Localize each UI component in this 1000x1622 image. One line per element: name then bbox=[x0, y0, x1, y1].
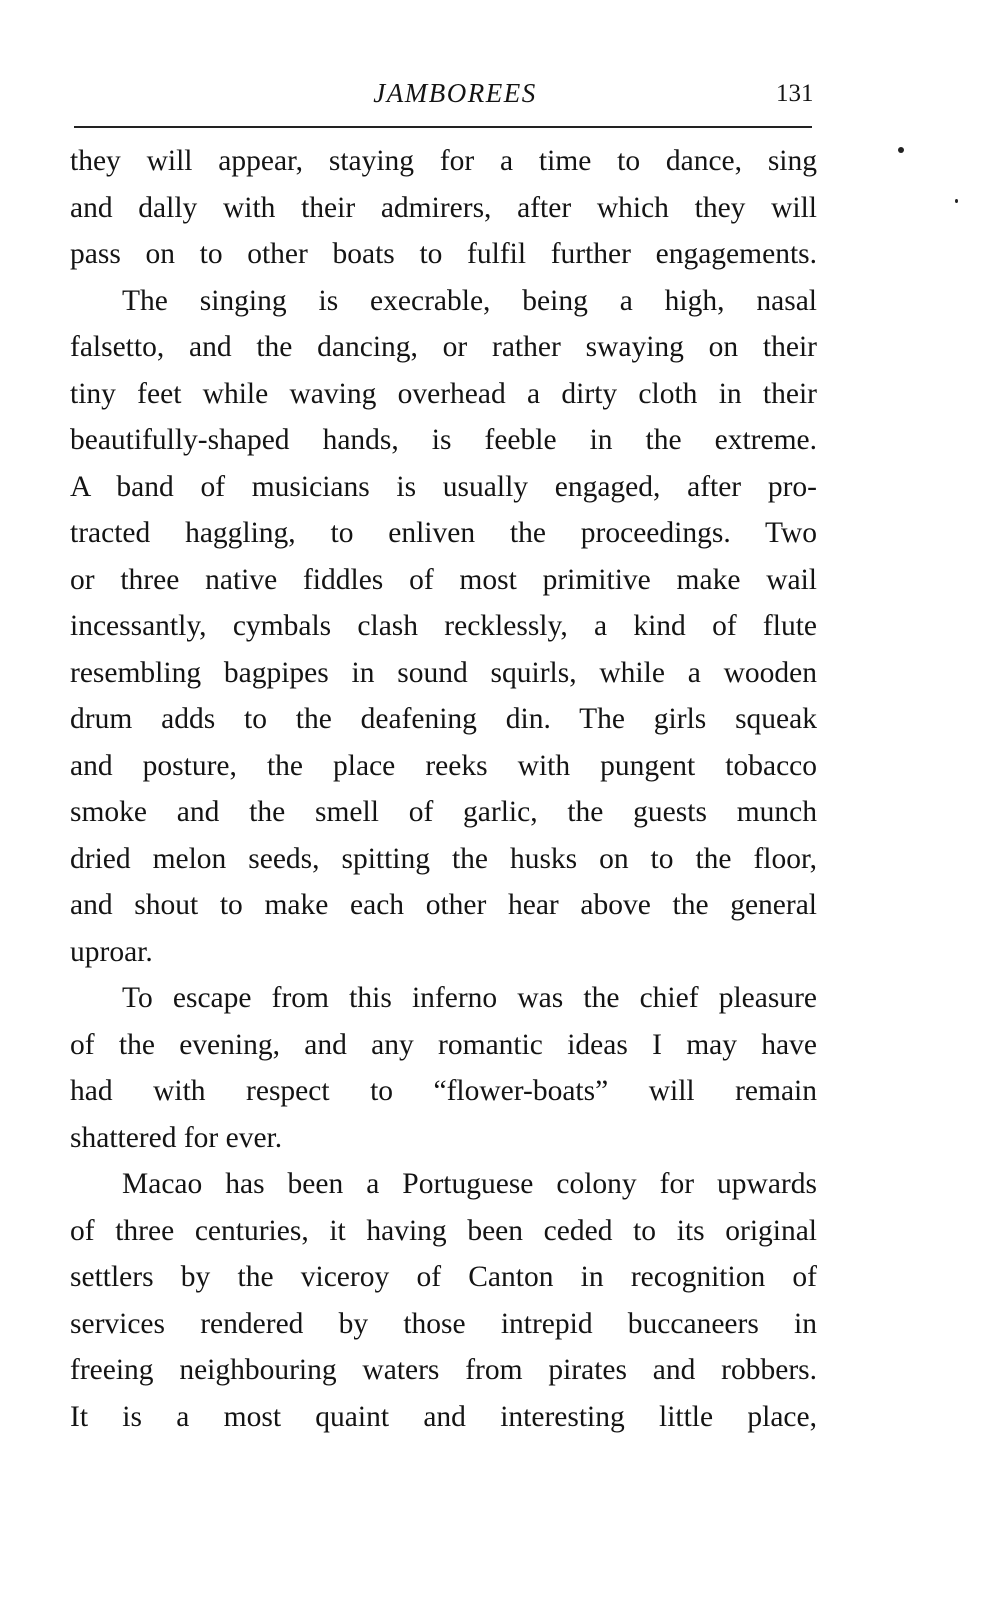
header-rule bbox=[74, 126, 812, 128]
text-line: beautifully-shaped hands, is feeble in the extreme. bbox=[70, 424, 817, 456]
text-line: or three native fiddles of most primitive make wail bbox=[70, 563, 817, 596]
text-line: had with respect to “flower-boats” will remain bbox=[70, 1075, 817, 1107]
text-line: pass on to other boats to fulfil further engagements. bbox=[70, 238, 817, 270]
text-line: of the evening, and any romantic ideas I may have bbox=[70, 1028, 817, 1061]
scan-speck bbox=[955, 199, 958, 203]
text-line: tiny feet while waving overhead a dirty cloth in their bbox=[70, 377, 817, 410]
text-line: smoke and the smell of garlic, the guests munch bbox=[70, 796, 817, 828]
text-line: To escape from this inferno was the chief pleasure bbox=[122, 982, 817, 1014]
text-line: settlers by the viceroy of Canton in recognition of bbox=[70, 1261, 817, 1293]
text-line: uproar. bbox=[70, 935, 153, 968]
text-line: It is a most quaint and interesting little place, bbox=[70, 1400, 817, 1433]
text-line: and shout to make each other hear above the general bbox=[70, 889, 817, 921]
text-line: services rendered by those intrepid buccaneers in bbox=[70, 1307, 817, 1340]
text-line: and dally with their admirers, after which they will bbox=[70, 191, 817, 224]
text-line: of three centuries, it having been ceded to its original bbox=[70, 1214, 817, 1247]
text-line: The singing is execrable, being a high, nasal bbox=[122, 284, 817, 317]
text-line: they will appear, staying for a time to dance, sing bbox=[70, 145, 817, 177]
text-line: Macao has been a Portuguese colony for upwards bbox=[122, 1168, 817, 1200]
text-line: shattered for ever. bbox=[70, 1121, 283, 1154]
page-number: 131 bbox=[776, 80, 814, 107]
text-line: and posture, the place reeks with pungent tobacco bbox=[70, 749, 817, 782]
text-line: falsetto, and the dancing, or rather swaying on their bbox=[70, 331, 817, 363]
scan-speck bbox=[898, 147, 904, 153]
text-line: incessantly, cymbals clash recklessly, a kind of flute bbox=[70, 610, 817, 642]
text-line: resembling bagpipes in sound squirls, while a wooden bbox=[70, 656, 817, 689]
text-line: tracted haggling, to enliven the proceedings. Two bbox=[70, 517, 817, 549]
text-line: dried melon seeds, spitting the husks on to the floor, bbox=[70, 842, 817, 875]
text-line: freeing neighbouring waters from pirates and robbers. bbox=[70, 1354, 817, 1386]
running-title: JAMBOREES bbox=[373, 78, 537, 108]
text-line: A band of musicians is usually engaged, after pro- bbox=[70, 470, 817, 503]
text-line: drum adds to the deafening din. The girls squeak bbox=[70, 703, 817, 735]
